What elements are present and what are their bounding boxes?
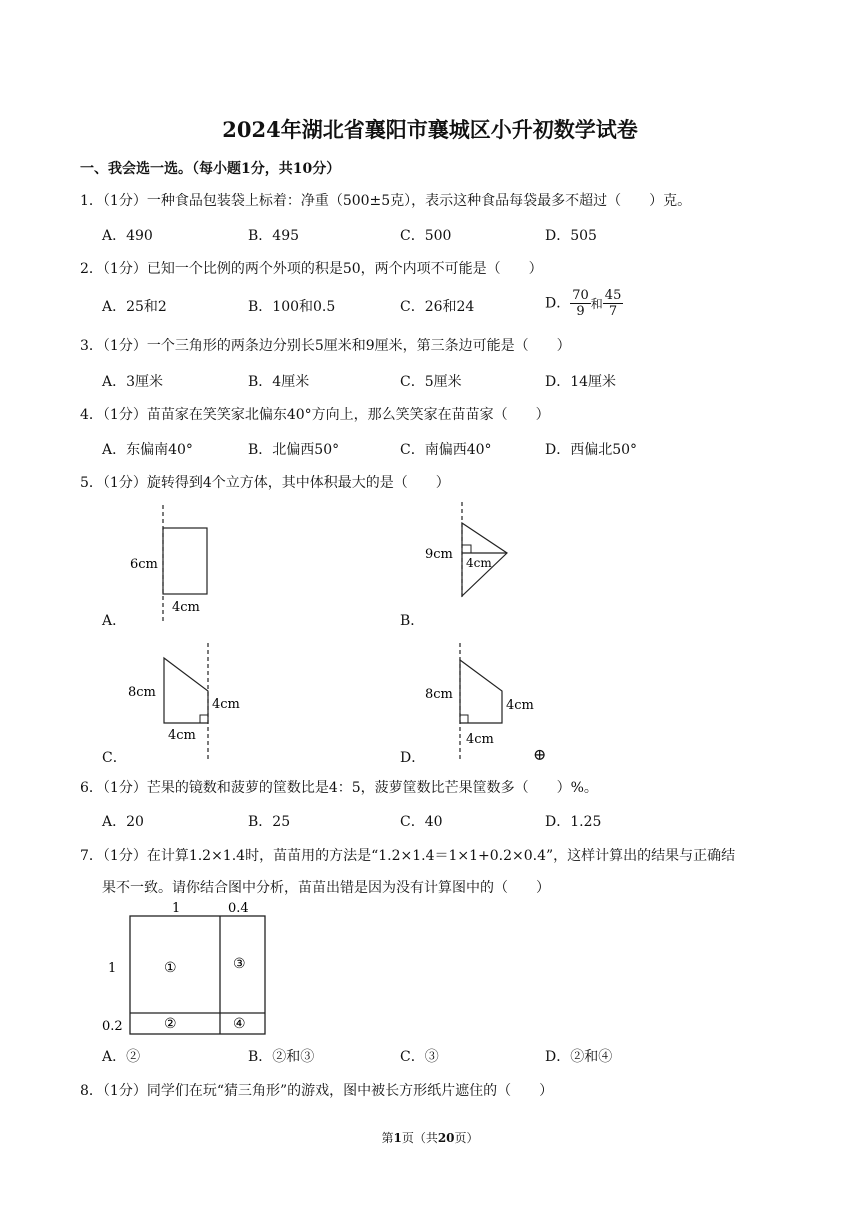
q5-option-d[interactable]: D． <box>400 750 426 766</box>
left-label-0-2: 0.2 <box>102 1019 123 1034</box>
figure-b <box>420 500 530 625</box>
section-heading: 一、我会选一选。（每小题1分，共10分） <box>80 161 341 177</box>
q3-option-a[interactable]: A．3厘米 <box>102 374 164 390</box>
q6-option-b[interactable]: B．25 <box>248 814 291 830</box>
top-label-1: 1 <box>172 901 181 916</box>
q2-option-d[interactable] <box>545 288 623 319</box>
q4-option-c[interactable]: C．南偏西40° <box>400 442 492 458</box>
q3-option-b[interactable]: B．4厘米 <box>248 374 310 390</box>
trapezoid-shape <box>164 658 208 723</box>
q5-option-c[interactable]: C． <box>102 750 127 766</box>
fig-a-height-label: 6cm <box>130 557 158 572</box>
q4-option-a[interactable]: A．东偏南40° <box>102 442 193 458</box>
question-5: 5．（1分）旋转得到4个立方体，其中体积最大的是（ ） <box>80 475 450 491</box>
q6-option-d[interactable]: D．1.25 <box>545 814 602 830</box>
q5-option-a[interactable]: A． <box>102 613 127 629</box>
question-7-line-2: 果不一致。请你结合图中分析，苗苗出错是因为没有计算图中的（ ） <box>102 880 550 896</box>
question-1: 1．（1分）一种食品包装袋上标着：净重（500±5克），表示这种食品每袋最多不超过（ ）克。 <box>80 193 692 209</box>
right-angle-mark <box>460 715 468 723</box>
q7-option-a[interactable]: A．② <box>102 1049 141 1065</box>
figure-area-model <box>100 898 280 1038</box>
question-6: 6．（1分）芒果的镜数和菠萝的筐数比是4：5，菠萝筐数比芒果筐数多（ ）%。 <box>80 780 598 796</box>
fig-d-bottom-label: 4cm <box>466 732 494 747</box>
page-footer: 第1页（共20页） <box>381 1131 479 1145</box>
question-8: 8．（1分）同学们在玩“猜三角形”的游戏，图中被长方形纸片遮住的（ ） <box>80 1083 554 1099</box>
q3-option-d[interactable]: D．14厘米 <box>545 374 617 390</box>
q1-option-b[interactable]: B．495 <box>248 228 300 244</box>
region-3-label: ③ <box>233 956 246 972</box>
fig-c-right-label: 4cm <box>212 697 240 712</box>
region-1-label: ① <box>164 960 177 976</box>
right-angle-mark <box>462 545 471 553</box>
crosshair-icon: ⊕ <box>533 745 547 764</box>
q7-option-d[interactable]: D．②和④ <box>545 1049 613 1065</box>
q2-option-b[interactable]: B．100和0.5 <box>248 299 336 315</box>
q2-option-a[interactable]: A．25和2 <box>102 299 167 315</box>
fig-a-width-label: 4cm <box>172 600 200 615</box>
figure-c <box>120 640 250 765</box>
q4-option-b[interactable]: B．北偏西50° <box>248 442 340 458</box>
fig-d-left-label: 8cm <box>425 687 453 702</box>
q1-option-c[interactable]: C．500 <box>400 228 452 244</box>
question-7-line-1: 7．（1分）在计算1.2×1.4时，苗苗用的方法是“1.2×1.4＝1×1+0.2×0.4”，这样计算出的结果与正确结 <box>80 848 736 864</box>
right-angle-mark <box>200 715 208 723</box>
q7-option-c[interactable]: C．③ <box>400 1049 439 1065</box>
page-number: 1 <box>393 1131 402 1145</box>
left-label-1: 1 <box>108 961 117 976</box>
question-2: 2．（1分）已知一个比例的两个外项的积是50，两个内项不可能是（ ） <box>80 261 543 277</box>
q1-option-a[interactable]: A．490 <box>102 228 153 244</box>
q4-option-d[interactable]: D．西偏北50° <box>545 442 638 458</box>
rectangle-shape <box>163 528 207 594</box>
region-4-label: ④ <box>233 1016 246 1032</box>
figure-a <box>120 500 230 625</box>
fraction-70-9: $\frac{70}{9}$ <box>572 288 589 319</box>
q2-d-prefix: D． <box>545 295 571 312</box>
fig-c-bottom-label: 4cm <box>168 728 196 743</box>
figure-d <box>420 640 550 765</box>
page-total: 20 <box>437 1131 455 1145</box>
fig-d-right-label: 4cm <box>506 698 534 713</box>
question-3: 3．（1分）一个三角形的两条边分别长5厘米和9厘米，第三条边可能是（ ） <box>80 338 571 354</box>
question-4: 4．（1分）苗苗家在笑笑家北偏东40°方向上，那么笑笑家在苗苗家（ ） <box>80 407 550 423</box>
page-title: 2024年湖北省襄阳市襄城区小升初数学试卷 <box>222 117 638 142</box>
q7-option-b[interactable]: B．②和③ <box>248 1049 315 1065</box>
fraction-45-7: $\frac{45}{7}$ <box>604 288 622 319</box>
fig-b-width-label: 4cm <box>466 556 492 570</box>
q3-option-c[interactable]: C．5厘米 <box>400 374 462 390</box>
q2-option-c[interactable]: C．26和24 <box>400 299 475 315</box>
q6-option-a[interactable]: A．20 <box>102 814 144 830</box>
fig-c-left-label: 8cm <box>128 685 156 700</box>
region-2-label: ② <box>164 1016 177 1032</box>
top-label-0-4: 0.4 <box>228 901 249 916</box>
trapezoid-shape <box>460 660 502 723</box>
q1-option-d[interactable]: D．505 <box>545 228 597 244</box>
fig-b-height-label: 9cm <box>425 547 453 562</box>
q6-option-c[interactable]: C．40 <box>400 814 443 830</box>
q5-option-b[interactable]: B． <box>400 613 425 629</box>
q2-d-join: 和 <box>590 297 603 311</box>
